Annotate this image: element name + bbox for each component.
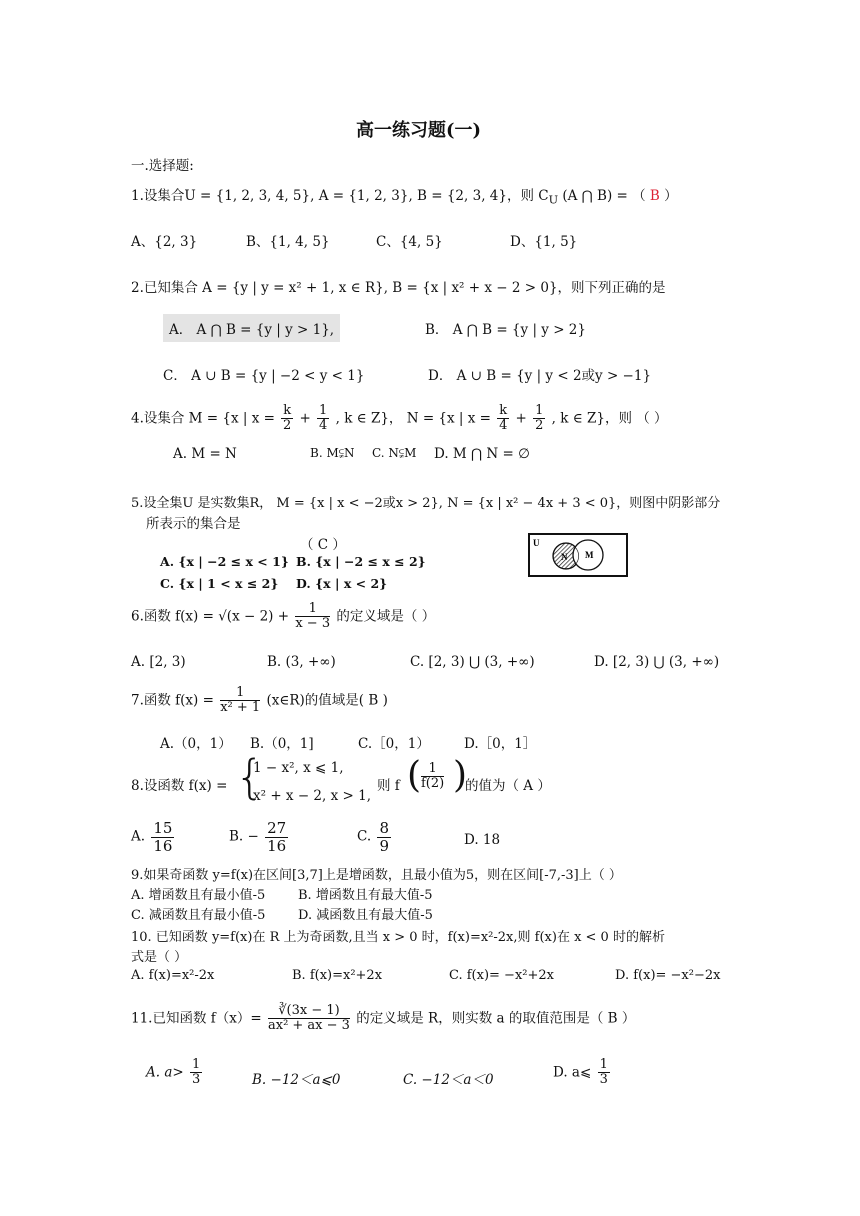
fraction-1-over-3 bbox=[190, 1058, 202, 1088]
option-label: A. bbox=[131, 828, 146, 845]
question-10-stem: 10. 已知函数 y=f(x)在 R 上为奇函数,且当 x > 0 时，f(x)=x²-2x,则 f(x)在 x < 0 时的解析 bbox=[131, 930, 665, 945]
question-5-stem-2: 所表示的集合是 bbox=[146, 516, 241, 532]
question-6-option-b: B. (3, +∞) bbox=[267, 654, 336, 670]
numerator: ∛(3x − 1) bbox=[268, 1004, 350, 1019]
question-10-option-d: D. f(x)= −x²−2x bbox=[615, 968, 721, 983]
question-2-option-d: D． A ∪ B = {y | y < 2或y > −1} bbox=[428, 368, 652, 384]
denominator: 4 bbox=[319, 418, 328, 434]
question-11-option-c: C. −12＜a＜0 bbox=[403, 1072, 494, 1088]
question-11-tail: 的定义域是 R，则实数 a 的取值范围是（ B ） bbox=[356, 1010, 636, 1027]
question-8-option-c bbox=[357, 820, 393, 854]
paren-right: ) bbox=[453, 755, 468, 796]
question-1-stem: 1.设集合U = {1, 2, 3, 4, 5}, A = {1, 2, 3}, B = {2, 3, 4}，则 C bbox=[131, 188, 549, 204]
question-7-option-c: C.［0，1） bbox=[358, 736, 430, 752]
question-5-stem: 5.设全集U 是实数集R， M = {x | x < −2或x > 2}, N = {x | x² − 4x + 3 < 0}，则图中阴影部分 bbox=[131, 496, 721, 511]
fraction-1-over-x2-plus-1 bbox=[220, 686, 260, 716]
question-1-subscript: U bbox=[548, 193, 559, 207]
piecewise-case-1: 1 − x², x ⩽ 1, bbox=[253, 760, 344, 776]
question-6 bbox=[131, 602, 435, 632]
question-4-tail: , k ∈ Z}，则 （ ） bbox=[551, 410, 668, 427]
question-6-option-d: D. [2, 3) ⋃ (3, +∞) bbox=[594, 654, 720, 670]
denominator: 4 bbox=[499, 418, 508, 434]
question-8-option-a bbox=[131, 820, 176, 854]
venn-label-u: U bbox=[533, 538, 540, 548]
question-1-option-b: B、{1, 4, 5} bbox=[246, 234, 330, 250]
question-10-option-c: C. f(x)= −x²+2x bbox=[449, 968, 554, 983]
question-4-mid: , k ∈ Z}， N = {x | x = bbox=[335, 410, 491, 427]
question-4-lead: 4.设集合 M = {x | x = bbox=[131, 410, 275, 427]
plus-sign: + bbox=[515, 410, 527, 427]
question-9-option-c: C. 减函数且有最小值-5 bbox=[131, 908, 266, 923]
fraction-1-over-2 bbox=[533, 404, 545, 434]
numerator: k bbox=[499, 403, 508, 418]
question-4 bbox=[131, 404, 668, 434]
question-8-tail: 的值为（ A ） bbox=[465, 778, 551, 794]
fraction-k-over-2 bbox=[281, 404, 293, 434]
section-heading: 一.选择题: bbox=[131, 158, 194, 174]
question-10-option-b: B. f(x)=x²+2x bbox=[292, 968, 383, 983]
question-9-option-d: D. 减函数且有最大值-5 bbox=[298, 908, 433, 923]
question-11-lead: 11.已知函数 f（x）= bbox=[131, 1010, 262, 1027]
denominator: 3 bbox=[599, 1072, 608, 1088]
numerator: 1 bbox=[192, 1057, 201, 1072]
question-2-option-a: A． A ⋂ B = {y | y > 1}, bbox=[163, 314, 340, 342]
question-1 bbox=[131, 184, 678, 207]
question-5-option-d: D. {x | x < 2} bbox=[296, 576, 388, 591]
question-7-option-a: A.（0，1） bbox=[160, 736, 232, 752]
question-11 bbox=[131, 1004, 635, 1034]
question-4-option-d: D. M ⋂ N = ∅ bbox=[434, 446, 530, 462]
option-label: B. − bbox=[229, 828, 259, 845]
question-5-option-c: C. {x | 1 < x ≤ 2} bbox=[160, 576, 279, 591]
plus-sign: + bbox=[299, 410, 311, 427]
question-4-option-a: A. M = N bbox=[173, 446, 237, 462]
question-9-stem: 9.如果奇函数 y=f(x)在区间[3,7]上是增函数，且最小值为5，则在区间[-7,-3]上（ ） bbox=[131, 868, 622, 883]
option-label: D. a⩽ bbox=[553, 1064, 592, 1081]
question-10-stem-2: 式是（ ） bbox=[131, 950, 188, 965]
question-7 bbox=[131, 686, 388, 716]
question-10-option-a: A. f(x)=x²-2x bbox=[131, 968, 215, 983]
question-1-option-d: D、{1, 5} bbox=[510, 234, 578, 250]
denominator: x − 3 bbox=[295, 616, 331, 632]
question-8-option-b bbox=[229, 820, 290, 854]
numerator: 27 bbox=[267, 819, 287, 837]
question-6-option-a: A. [2, 3) bbox=[131, 654, 186, 670]
fraction-k-over-4 bbox=[497, 404, 509, 434]
denominator: 2 bbox=[535, 418, 544, 434]
question-7-tail: (x∈R)的值域是( B ) bbox=[266, 692, 388, 709]
numerator: k bbox=[283, 403, 292, 418]
question-11-option-d bbox=[553, 1058, 612, 1088]
question-4-option-c: C. N⫋M bbox=[372, 446, 417, 460]
numerator: 1 bbox=[599, 1057, 608, 1072]
question-6-option-c: C. [2, 3) ⋃ (3, +∞) bbox=[410, 654, 535, 670]
fraction-8-over-9 bbox=[377, 820, 391, 854]
fraction-1-over-f2 bbox=[421, 762, 444, 792]
question-8-lead: 8.设函数 f(x) = bbox=[131, 778, 228, 794]
denominator: 16 bbox=[153, 836, 173, 855]
question-6-tail: 的定义域是（ ） bbox=[336, 608, 436, 625]
question-5-option-a: A. {x | −2 ≤ x < 1} bbox=[160, 554, 289, 569]
question-5-option-b: B. {x | −2 ≤ x ≤ 2} bbox=[296, 554, 426, 569]
question-9-option-b: B. 增函数且有最大值-5 bbox=[298, 888, 433, 903]
venn-label-n: N bbox=[561, 552, 568, 562]
numerator: 1 bbox=[421, 762, 444, 777]
page-title: 高一练习题(一) bbox=[356, 120, 482, 141]
question-4-option-b: B. M⫋N bbox=[310, 446, 355, 460]
question-9-option-a: A. 增函数且有最小值-5 bbox=[131, 888, 266, 903]
question-1-tail: (A ⋂ B) = （ bbox=[562, 188, 646, 204]
denominator: 2 bbox=[283, 418, 292, 434]
piecewise-case-2: x² + x − 2, x > 1, bbox=[253, 788, 371, 804]
question-8-mid: 则 f bbox=[377, 778, 400, 794]
denominator: 9 bbox=[379, 836, 389, 855]
question-7-option-b: B.（0，1] bbox=[250, 736, 314, 752]
numerator: 15 bbox=[153, 819, 173, 837]
option-label: A. a> bbox=[146, 1064, 184, 1081]
fraction-cbrt-over-quadratic bbox=[268, 1004, 350, 1034]
denominator: 3 bbox=[192, 1072, 201, 1088]
fraction-1-over-4 bbox=[317, 404, 329, 434]
brace: { bbox=[235, 750, 265, 804]
question-7-lead: 7.函数 f(x) = bbox=[131, 692, 214, 709]
denominator: x² + 1 bbox=[220, 700, 261, 716]
question-1-option-a: A、{2, 3} bbox=[131, 234, 198, 250]
option-label: C. bbox=[357, 828, 372, 845]
denominator: ax² + ax − 3 bbox=[267, 1018, 350, 1034]
fraction-1-over-x-minus-3 bbox=[295, 602, 330, 632]
question-2-option-b: B． A ⋂ B = {y | y > 2} bbox=[425, 322, 586, 338]
question-8-option-d: D. 18 bbox=[464, 832, 501, 848]
question-1-close: ） bbox=[664, 188, 678, 204]
question-1-answer: B bbox=[649, 188, 660, 204]
numerator: 1 bbox=[535, 403, 544, 418]
question-11-option-b: B. −12＜a⩽0 bbox=[252, 1072, 341, 1088]
numerator: 8 bbox=[379, 819, 389, 837]
fraction-27-over-16 bbox=[265, 820, 288, 854]
paren-left: ( bbox=[407, 755, 422, 796]
venn-label-m: M bbox=[585, 550, 594, 560]
numerator: 1 bbox=[319, 403, 328, 418]
denominator: 16 bbox=[267, 836, 287, 855]
question-2-stem: 2.已知集合 A = {y | y = x² + 1, x ∈ R}, B = {x | x² + x − 2 > 0}，则下列正确的是 bbox=[131, 280, 666, 296]
venn-diagram bbox=[528, 533, 628, 577]
fraction-15-over-16 bbox=[151, 820, 174, 854]
question-7-option-d: D.［0，1］ bbox=[464, 736, 537, 752]
question-1-option-c: C、{4, 5} bbox=[376, 234, 443, 250]
question-2-option-c: C． A ∪ B = {y | −2 < y < 1} bbox=[163, 368, 365, 384]
numerator: 1 bbox=[220, 686, 260, 701]
fraction-1-over-3 bbox=[598, 1058, 610, 1088]
denominator: f(2) bbox=[421, 776, 445, 792]
question-5-answer: （ C ） bbox=[300, 537, 346, 553]
question-6-lead: 6.函数 f(x) = √(x − 2) + bbox=[131, 608, 290, 625]
question-11-option-a bbox=[146, 1058, 204, 1088]
numerator: 1 bbox=[295, 602, 330, 617]
